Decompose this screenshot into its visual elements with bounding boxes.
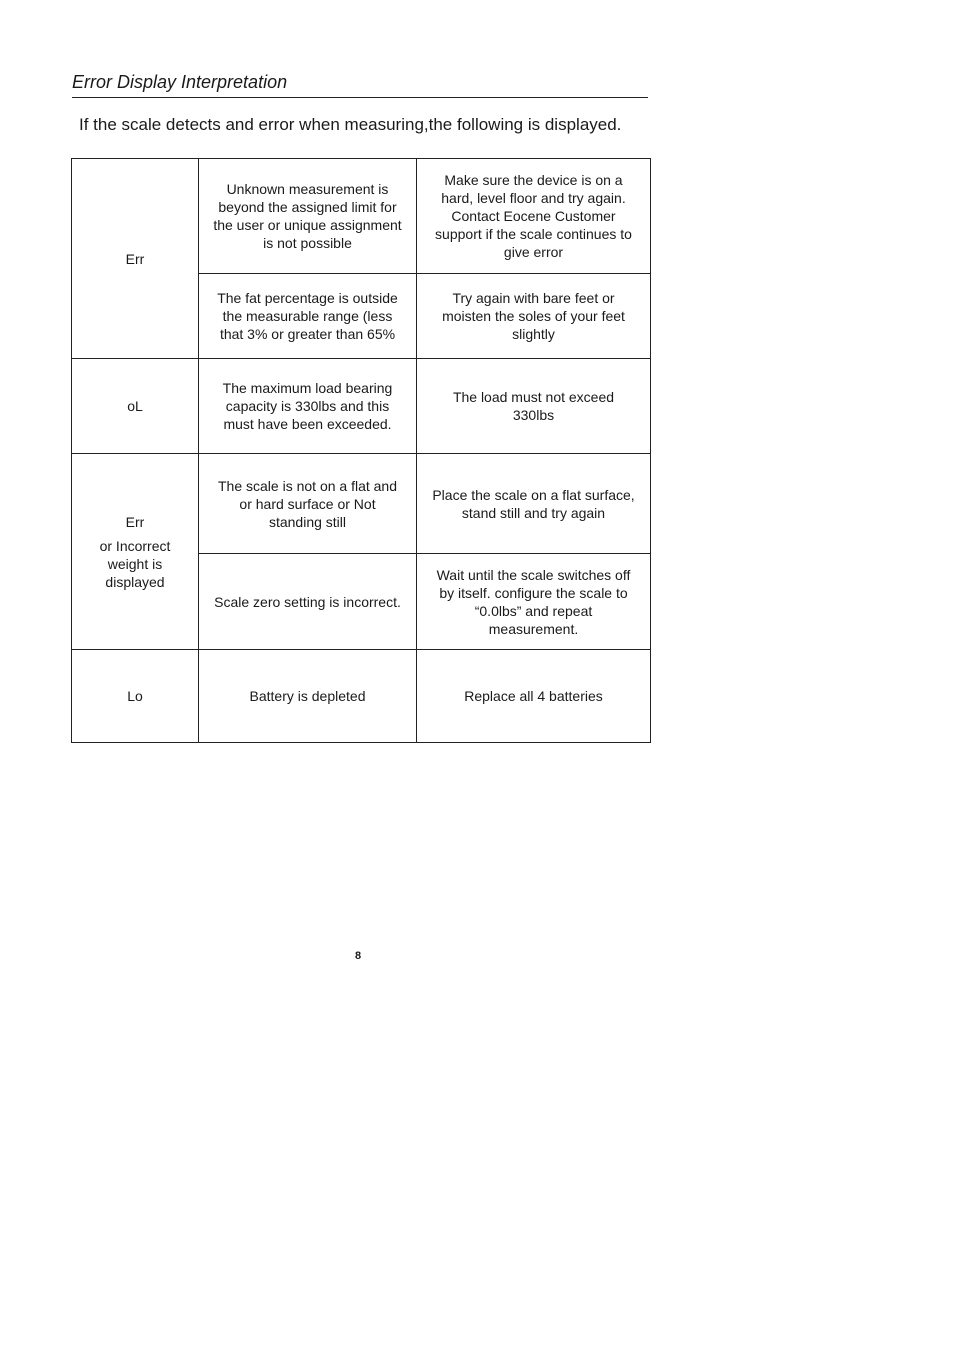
section-heading: Error Display Interpretation <box>72 70 648 98</box>
table-row <box>72 359 651 454</box>
error-code-cell <box>72 359 199 454</box>
remedy-cell: Try again with bare feet or moisten the soles of your feet slightly <box>417 274 651 359</box>
remedy-cell: Replace all 4 batteries <box>417 650 651 743</box>
table-row <box>72 454 651 554</box>
cause-cell: Battery is depleted <box>199 650 417 743</box>
error-code-cell <box>72 454 199 650</box>
error-code: oL <box>127 398 143 414</box>
remedy-cell: Wait until the scale switches off by itself. configure the scale to “0.0lbs” and repeat measurement. <box>417 554 651 650</box>
error-table <box>71 158 651 743</box>
table-row <box>72 159 651 274</box>
cause-cell: The fat percentage is outside the measurable range (less that 3% or greater than 65% <box>199 274 417 359</box>
remedy-cell: Place the scale on a flat surface, stand still and try again <box>417 454 651 554</box>
error-code-note: or Incorrect weight is displayed <box>99 537 171 590</box>
cause-cell: Unknown measurement is beyond the assigned limit for the user or unique assignment is not possible <box>199 159 417 274</box>
remedy-cell: Make sure the device is on a hard, level floor and try again. Contact Eocene Customer support if the scale continues to give error <box>417 159 651 274</box>
remedy-cell: The load must not exceed 330lbs <box>417 359 651 454</box>
error-code-cell <box>72 159 199 359</box>
cause-cell: The maximum load bearing capacity is 330lbs and this must have been exceeded. <box>199 359 417 454</box>
error-code: Lo <box>127 688 143 704</box>
error-code: Err <box>125 513 145 530</box>
cause-cell: Scale zero setting is incorrect. <box>199 554 417 650</box>
table-row <box>72 650 651 743</box>
page-number: 8 <box>354 950 362 962</box>
cause-cell: The scale is not on a flat and or hard surface or Not standing still <box>199 454 417 554</box>
error-code-cell <box>72 650 199 743</box>
error-code: Err <box>125 250 145 267</box>
intro-paragraph: If the scale detects and error when measuring,the following is displayed. <box>79 115 622 134</box>
